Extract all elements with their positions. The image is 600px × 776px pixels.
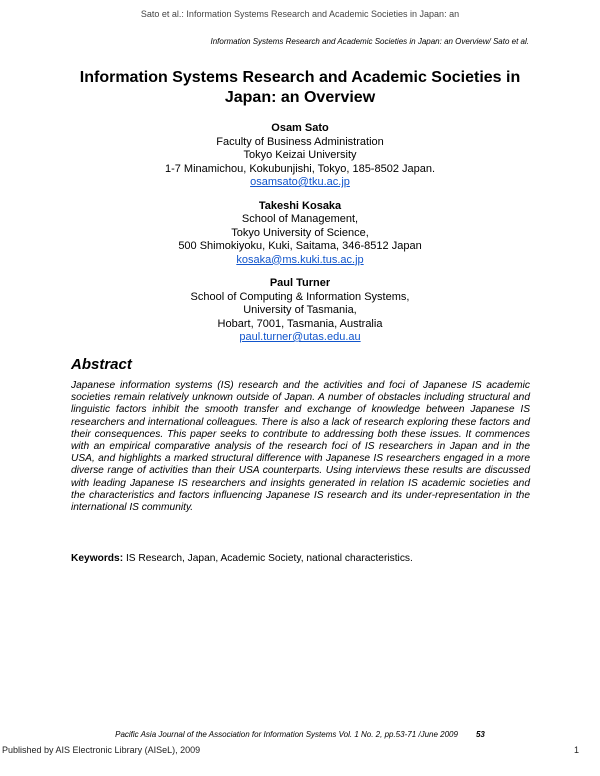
affiliation-line: Tokyo University of Science,: [231, 226, 369, 239]
author-2: [100, 200, 500, 268]
affiliation-line: 500 Shimokiyoku, Kuki, Saitama, 346-8512 Japan: [178, 240, 422, 252]
page-number: 53: [475, 730, 485, 739]
keywords: [71, 553, 530, 565]
publisher-line: Published by AIS Electronic Library (AISeL), 2009: [2, 745, 201, 755]
author-email-link[interactable]: osamsato@tku.ac.jp: [250, 176, 350, 188]
affiliation-line: Hobart, 7001, Tasmania, Australia: [217, 317, 383, 330]
journal-footer: [0, 730, 600, 739]
journal-citation: Pacific Asia Journal of the Association for Information Systems Vol. 1 No. 2, pp.53-71 /June 2009: [115, 730, 458, 739]
abstract-body: Japanese information systems (IS) research and the activities and foci of Japanese IS academic societies remain relatively unknown outside of Japan. A number of obstacles including structural and linguistic factors inhibit the smooth transfer and exchange of knowledge between Japanese IS researchers and international colleagues. There is also a lack of research exploring these factors and their consequences. This paper seeks to contribute to addressing both these issues. It commences with an empirical comparative analysis of the research foci of IS researchers in Japan and in the USA, and highlights a marked structural difference with Japanese IS researchers engaged in a more diverse range of activities than their USA counterparts. Using interviews these results are discussed with leading Japanese IS researchers and insights generated in relation IS academic societies and the characteristics and factors influencing Japanese IS research and its under-representation in the international IS community.: [71, 380, 530, 514]
affiliation-line: School of Management,: [241, 213, 359, 225]
affiliation-line: University of Tasmania,: [243, 304, 357, 316]
affiliation-line: Faculty of Business Administration: [216, 135, 384, 148]
running-head: Information Systems Research and Academic Societies in Japan: an Overview/ Sato et al.: [210, 37, 529, 46]
keywords-label: Keywords:: [71, 553, 124, 564]
author-email-link[interactable]: kosaka@ms.kuki.tus.ac.jp: [236, 253, 364, 266]
keywords-text: IS Research, Japan, Academic Society, national characteristics.: [125, 553, 413, 564]
affiliation-line: School of Computing & Information Systems,: [190, 290, 410, 303]
author-block: [100, 122, 500, 355]
top-running-title: Sato et al.: Information Systems Research and Academic Societies in Japan: an: [140, 9, 460, 19]
paper-title: Information Systems Research and Academic Societies in Japan: an Overview: [79, 69, 521, 106]
author-3: [100, 277, 500, 345]
author-name: Paul Turner: [269, 277, 331, 289]
author-1: [100, 122, 500, 190]
affiliation-line: 1-7 Minamichou, Kokubunjishi, Tokyo, 185-8502 Japan.: [164, 162, 436, 175]
author-name: Osam Sato: [271, 122, 329, 134]
author-name: Takeshi Kosaka: [258, 199, 342, 212]
affiliation-line: Tokyo Keizai University: [243, 149, 357, 161]
abstract-heading: Abstract: [71, 356, 132, 373]
author-email-link[interactable]: paul.turner@utas.edu.au: [239, 331, 361, 343]
sheet-number: 1: [573, 745, 579, 755]
